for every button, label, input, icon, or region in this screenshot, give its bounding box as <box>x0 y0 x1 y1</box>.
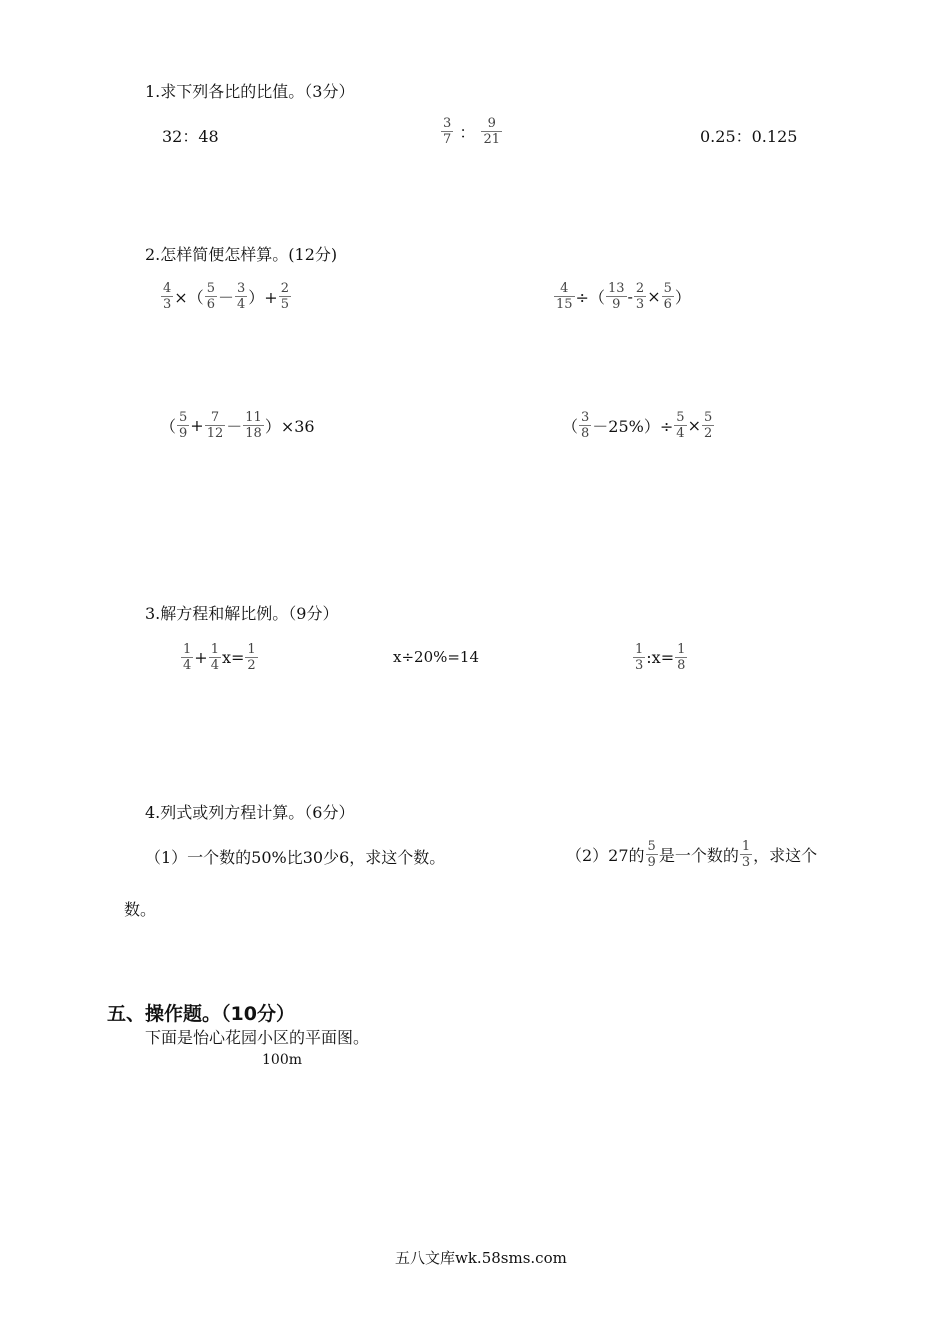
q2-expr-4: （ $\frac{3}{8}$ －25%）÷ $\frac{5}{4}$ × $\frac{5}{2}$ <box>562 410 713 441</box>
q1-ratio-b: $\frac{3}{7}$ ： $\frac{9}{21}$ <box>443 116 501 147</box>
q2-expr-1: $\frac{4}{3}$ ×（ $\frac{5}{6}$ － $\frac{3}{4}$ ）+ $\frac{2}{5}$ <box>163 281 289 312</box>
q4-problem-2-continuation: 数。 <box>124 900 157 919</box>
fraction: $\frac{1}{2}$ <box>247 642 256 673</box>
fraction: $\frac{1}{4}$ <box>210 642 219 673</box>
fraction: $\frac{7}{12}$ <box>206 410 224 441</box>
fraction: $\frac{11}{18}$ <box>245 410 262 441</box>
fraction: $\frac{5}{9}$ <box>647 839 656 870</box>
fraction: $\frac{4}{3}$ <box>163 281 172 312</box>
q4-problem-1: （1）一个数的50%比30少6，求这个数。 <box>145 848 446 867</box>
q4-title: 4.列式或列方程计算。（6分） <box>145 803 355 822</box>
q3-equation-1: $\frac{1}{4}$ + $\frac{1}{4}$ x= $\frac{1}{2}$ <box>183 642 256 673</box>
fraction: $\frac{3}{8}$ <box>581 410 590 441</box>
fraction: $\frac{3}{4}$ <box>237 281 246 312</box>
q4-problem-2: （2）27的 $\frac{5}{9}$ 是一个数的 $\frac{1}{3}$ ，求这个 <box>566 839 818 870</box>
q3-proportion: $\frac{1}{3}$ :x= $\frac{1}{8}$ <box>635 642 686 673</box>
fraction: $\frac{1}{3}$ <box>741 839 751 870</box>
fraction: $\frac{13}{9}$ <box>607 281 625 312</box>
q3-title: 3.解方程和解比例。（9分） <box>145 604 339 623</box>
q2-title: 2.怎样简便怎样算。(12分) <box>145 245 338 264</box>
fraction: $\frac{9}{21}$ <box>483 116 501 147</box>
section-intro: 下面是怡心花园小区的平面图。 <box>145 1028 370 1047</box>
fraction: $\frac{4}{15}$ <box>556 281 573 312</box>
fraction: $\frac{1}{8}$ <box>677 642 686 673</box>
fraction: $\frac{5}{6}$ <box>206 281 215 312</box>
fraction: $\frac{5}{4}$ <box>676 410 685 441</box>
footer-watermark: 五八文库wk.58sms.com <box>395 1249 567 1267</box>
fraction: $\frac{5}{6}$ <box>663 281 672 312</box>
fraction: $\frac{5}{9}$ <box>179 410 188 441</box>
scale-label: 100m <box>262 1052 302 1068</box>
fraction: $\frac{1}{4}$ <box>183 642 192 673</box>
fraction: $\frac{5}{2}$ <box>703 410 713 441</box>
q2-expr-2: $\frac{4}{15}$ ÷（ $\frac{13}{9}$ - $\frac{2}{3}$ × $\frac{5}{6}$ ） <box>556 281 691 312</box>
section-heading: 五、操作题。（10分） <box>107 1003 295 1025</box>
fraction: $\frac{2}{3}$ <box>635 281 645 312</box>
q1-ratio-c: 0.25：0.125 <box>700 127 798 146</box>
q2-expr-3: （ $\frac{5}{9}$ + $\frac{7}{12}$ － $\frac{11}{18}$ ）×36 <box>160 410 315 441</box>
fraction: $\frac{2}{5}$ <box>280 281 289 312</box>
fraction: $\frac{1}{3}$ <box>635 642 644 673</box>
q3-equation-2: x÷20%=14 <box>393 648 480 666</box>
q1-ratio-a: 32：48 <box>162 127 219 146</box>
fraction: $\frac{3}{7}$ <box>443 116 452 147</box>
q1-title: 1.求下列各比的比值。（3分） <box>145 82 355 101</box>
